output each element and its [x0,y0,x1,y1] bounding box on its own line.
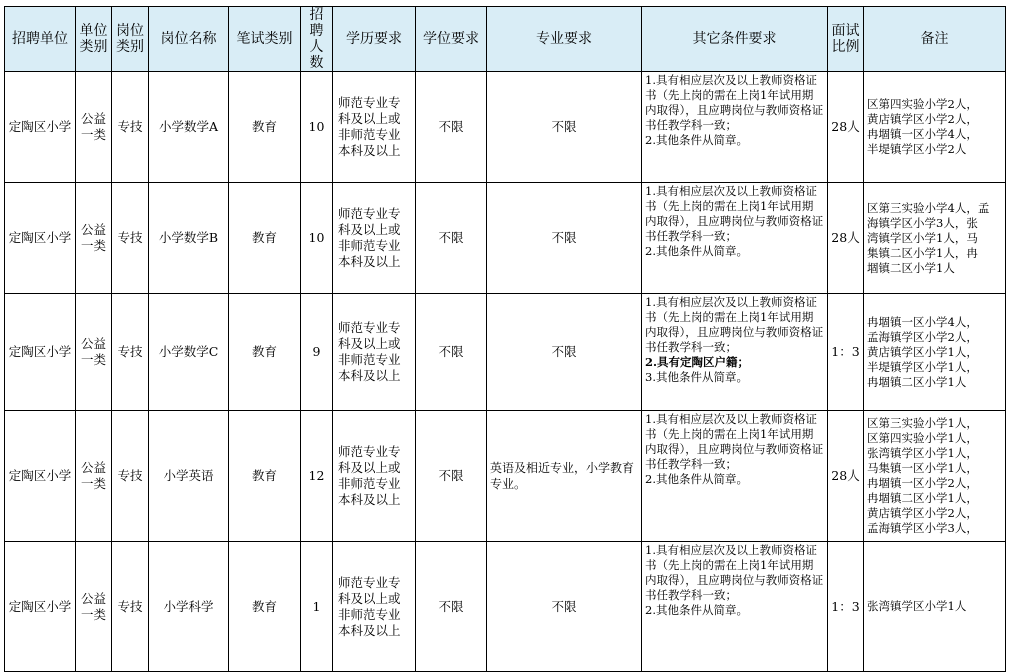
cell-interview-ratio: 28人 [828,183,864,294]
cell-unit-category: 公益一类 [76,183,112,294]
cell-degree: 不限 [416,183,487,294]
cell-unit-category: 公益一类 [76,411,112,542]
cell-other-conditions [642,294,828,411]
cell-headcount: 10 [301,183,333,294]
cell-major: 不限 [487,72,642,183]
cell-degree: 不限 [416,72,487,183]
remark-line: 黄店镇学区小学2人， [867,112,978,126]
cell-education: 师范专业专科及以上或非师范专业本科及以上 [333,542,416,672]
header-unit: 招聘单位 [5,7,76,72]
header-exam-category: 笔试类别 [229,7,301,72]
condition-line: 1.具有相应层次及以上教师资格证书（先上岗的需在上岗1年试用期内取得），且应聘岗位与教师资格证书任教学科一致； [645,73,824,132]
cell-post-name: 小学科学 [149,542,229,672]
header-degree: 学位要求 [416,7,487,72]
remark-line: 半堤镇学区小学2人 [867,142,967,156]
remark-line: 冉堌镇二区小学1人， [867,491,978,505]
remark-line: 马集镇一区小学1人， [867,461,978,475]
cell-post-name: 小学数学A [149,72,229,183]
header-post-name: 岗位名称 [149,7,229,72]
remark-line: 孟海镇学区小学2人， [867,329,978,344]
remark-line: 堌镇二区小学1人 [867,260,955,275]
table-row [5,542,1006,672]
cell-unit: 定陶区小学 [5,411,76,542]
condition-line: 2.其他条件从简章。 [645,133,748,147]
cell-post-name: 小学数学C [149,294,229,411]
cell-other-conditions [642,542,828,672]
cell-post-name: 小学数学B [149,183,229,294]
cell-degree: 不限 [416,411,487,542]
header-education: 学历要求 [333,7,416,72]
remark-line: 冉堌镇一区小学4人， [867,127,978,141]
header-remarks: 备注 [864,7,1006,72]
cell-degree: 不限 [416,294,487,411]
cell-education: 师范专业专科及以上或非师范专业本科及以上 [333,294,416,411]
remark-line: 冉堌镇一区小学4人， [867,314,978,329]
cell-exam-category: 教育 [229,183,301,294]
remark-line: 黄店镇学区小学2人， [867,506,978,520]
cell-education: 师范专业专科及以上或非师范专业本科及以上 [333,72,416,183]
cell-education: 师范专业专科及以上或非师范专业本科及以上 [333,411,416,542]
remark-line: 半堤镇学区小学1人， [867,359,978,374]
condition-line: 2.其他条件从简章。 [645,603,748,617]
cell-headcount: 12 [301,411,333,542]
table-row [5,294,1006,411]
cell-other-conditions [642,72,828,183]
cell-exam-category: 教育 [229,294,301,411]
header-post-category: 岗位类别 [112,7,149,72]
cell-other-conditions [642,411,828,542]
cell-unit-category: 公益一类 [76,542,112,672]
cell-unit: 定陶区小学 [5,542,76,672]
remark-line: 冉堌镇一区小学2人， [867,476,978,490]
header-row [5,7,1006,72]
header-headcount: 招聘人数 [301,7,333,72]
cell-headcount: 9 [301,294,333,411]
cell-remarks [864,294,1006,411]
condition-line: 1.具有相应层次及以上教师资格证书（先上岗的需在上岗1年试用期内取得），且应聘岗位与教师资格证书任教学科一致； [645,295,824,354]
condition-line: 3.其他条件从简章。 [645,370,748,384]
remark-line: 张湾镇学区小学1人， [867,446,978,460]
cell-exam-category: 教育 [229,72,301,183]
header-other-conditions: 其它条件要求 [642,7,828,72]
cell-unit: 定陶区小学 [5,294,76,411]
cell-unit: 定陶区小学 [5,183,76,294]
remark-line: 区第三实验小学1人， [867,416,978,430]
cell-interview-ratio: 28人 [828,72,864,183]
remark-line: 海镇学区小学3人，张 [867,215,978,230]
header-unit-category: 单位类别 [76,7,112,72]
cell-unit-category: 公益一类 [76,294,112,411]
cell-remarks [864,72,1006,183]
remark-line: 区第四实验小学1人， [867,431,978,445]
cell-remarks [864,183,1006,294]
condition-line: 1.具有相应层次及以上教师资格证书（先上岗的需在上岗1年试用期内取得），且应聘岗位与教师资格证书任教学科一致； [645,184,824,243]
remark-line: 集镇二区小学1人，冉 [867,245,978,260]
cell-post-category: 专技 [112,542,149,672]
cell-post-category: 专技 [112,72,149,183]
remark-line: 湾镇学区小学1人，马 [867,230,978,245]
condition-line: 2.其他条件从简章。 [645,472,748,486]
cell-major: 不限 [487,542,642,672]
cell-post-category: 专技 [112,183,149,294]
table-row [5,72,1006,183]
cell-exam-category: 教育 [229,542,301,672]
cell-interview-ratio: 28人 [828,411,864,542]
table-row [5,183,1006,294]
remark-line: 孟海镇学区小学3人， [867,521,978,535]
cell-interview-ratio: 1：3 [828,294,864,411]
cell-headcount: 1 [301,542,333,672]
cell-interview-ratio: 1：3 [828,542,864,672]
cell-education: 师范专业专科及以上或非师范专业本科及以上 [333,183,416,294]
condition-line: 1.具有相应层次及以上教师资格证书（先上岗的需在上岗1年试用期内取得），且应聘岗位与教师资格证书任教学科一致； [645,412,824,471]
cell-headcount: 10 [301,72,333,183]
condition-line: 2.其他条件从简章。 [645,244,748,258]
remark-line: 冉堌镇二区小学1人 [867,374,967,389]
cell-post-category: 专技 [112,294,149,411]
header-interview-ratio: 面试比例 [828,7,864,72]
remark-line: 区第三实验小学4人，孟 [867,200,990,215]
remark-line: 黄店镇学区小学1人， [867,344,978,359]
cell-unit-category: 公益一类 [76,72,112,183]
cell-unit: 定陶区小学 [5,72,76,183]
cell-major: 不限 [487,183,642,294]
cell-post-name: 小学英语 [149,411,229,542]
remark-line: 区第四实验小学2人， [867,97,978,111]
cell-major: 不限 [487,294,642,411]
remark-line: 张湾镇学区小学1人 [867,599,967,613]
cell-degree: 不限 [416,542,487,672]
cell-remarks [864,411,1006,542]
cell-exam-category: 教育 [229,411,301,542]
cell-other-conditions [642,183,828,294]
table-row [5,411,1006,542]
header-major: 专业要求 [487,7,642,72]
condition-line-household-registration: 2.具有定陶区户籍； [645,355,750,369]
cell-remarks [864,542,1006,672]
cell-post-category: 专技 [112,411,149,542]
recruitment-table [4,6,1006,672]
condition-line: 1.具有相应层次及以上教师资格证书（先上岗的需在上岗1年试用期内取得），且应聘岗位与教师资格证书任教学科一致； [645,543,824,602]
cell-major: 英语及相近专业，小学教育专业。 [487,411,642,542]
